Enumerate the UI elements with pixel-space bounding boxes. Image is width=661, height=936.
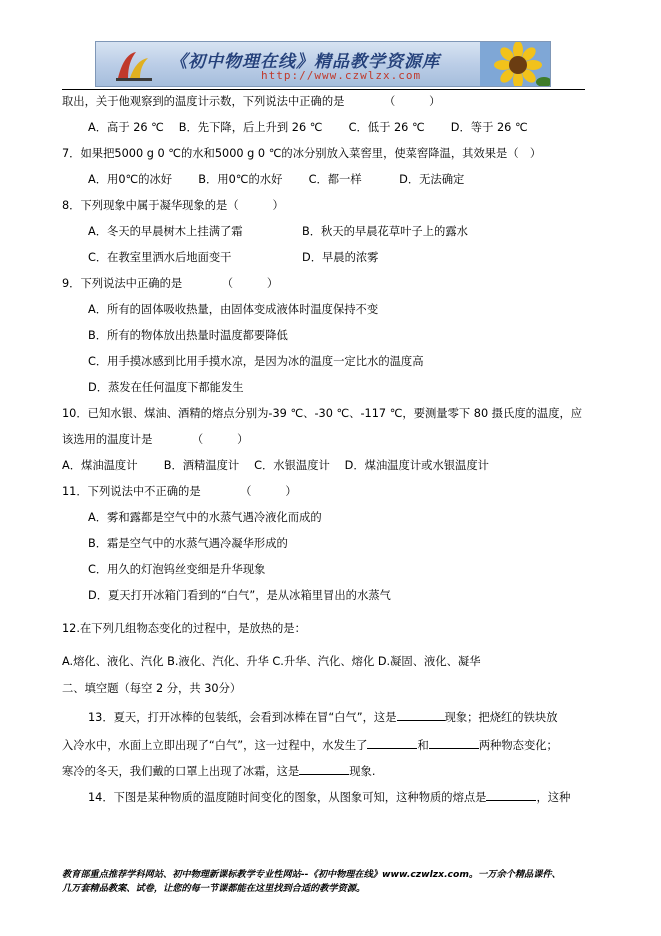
question-8-option-b: B．秋天的早晨花草叶子上的露水: [302, 225, 468, 238]
answer-blank[interactable]: [486, 789, 536, 801]
question-11-option-a: A．雾和露都是空气中的水蒸气遇冷液化而成的: [88, 511, 322, 524]
header-rule: [62, 89, 585, 90]
answer-blank[interactable]: [429, 737, 479, 749]
question-10-stem-cont: 该选用的温度计是 （ ）: [62, 433, 249, 446]
answer-blank[interactable]: [367, 737, 417, 749]
question-14-line-1: [88, 789, 570, 805]
question-9-option-b: B．所有的物体放出热量时温度都要降低: [88, 329, 288, 342]
question-13-line-1: [88, 709, 558, 725]
question-12-stem: 12.在下列几组物态变化的过程中，是放热的是：: [62, 622, 306, 635]
footer-line-2: 几万套精品教案、试卷，让您的每一节课都能在这里找到合适的教学资源。: [62, 883, 366, 894]
footer-line-1: 教育部重点推荐学科网站、初中物理新课标教学专业性网站--《初中物理在线》www.czwlzx.com。一万余个精品课件、: [62, 869, 561, 880]
question-13-line-3: [62, 763, 375, 779]
sunflower-icon: [480, 42, 550, 87]
question-8-option-c: C．在教室里洒水后地面变干: [88, 251, 232, 264]
question-11-option-b: B．霜是空气中的水蒸气遇冷凝华形成的: [88, 537, 288, 550]
question-11-option-c: C．用久的灯泡钨丝变细是升华现象: [88, 563, 266, 576]
question-9-option-c: C．用手摸冰感到比用手摸水凉，是因为冰的温度一定比水的温度高: [88, 355, 424, 368]
question-9-option-d: D．蒸发在任何温度下都能发生: [88, 381, 244, 394]
question-9-stem: 9．下列说法中正确的是 （ ）: [62, 277, 279, 290]
question-7-options: A．用0℃的冰好 B．用0℃的水好 C．都一样 D．无法确定: [88, 173, 465, 186]
site-logo-icon: [114, 48, 154, 84]
question-11-option-d: D．夏天打开冰箱门看到的“白气”，是从冰箱里冒出的水蒸气: [88, 589, 391, 602]
question-12-options: A.熔化、液化、汽化 B.液化、汽化、升华 C.升华、汽化、熔化 D.凝固、液化、凝华: [62, 655, 481, 668]
question-14-text-2: ，这种: [536, 791, 571, 804]
question-9-option-a: A．所有的固体吸收热量，由固体变成液体时温度保持不变: [88, 303, 379, 316]
banner-url[interactable]: http://www.czwlzx.com: [261, 69, 422, 82]
question-13-text-4: 和: [417, 739, 429, 752]
section-heading-fill-in: 二、填空题（每空 2 分，共 30分）: [62, 682, 242, 695]
question-13-text-1: 13．夏天，打开冰棒的包装纸，会看到冰棒在冒“白气”，这是: [88, 711, 397, 724]
question-10-stem: 10．已知水银、煤油、酒精的熔点分别为-39 ℃、-30 ℃、-117 ℃，要测量零下 80 摄氏度的温度，应: [62, 407, 583, 420]
question-8-option-d: D．早晨的浓雾: [302, 251, 379, 264]
question-13-text-2: 现象；把烧红的铁块放: [444, 711, 558, 724]
question-13-text-7: 现象.: [349, 765, 376, 778]
question-13-line-2: [62, 737, 558, 753]
question-7-stem: 7．如果把5000 g 0 ℃的水和5000 g 0 ℃的冰分别放入菜窖里，使菜窖降温，其效果是（ ）: [62, 147, 542, 160]
question-11-stem: 11．下列说法中不正确的是 （ ）: [62, 485, 297, 498]
question-6-options: A．高于 26 ℃ B．先下降，后上升到 26 ℃ C．低于 26 ℃ D．等于 26 ℃: [88, 121, 528, 134]
question-8-stem: 8．下列现象中属于凝华现象的是（ ）: [62, 199, 284, 212]
header-banner: [95, 41, 551, 87]
question-13-text-3: 入冷水中，水面上立即出现了“白气”，这一过程中，水发生了: [62, 739, 368, 752]
answer-blank[interactable]: [397, 709, 445, 721]
question-13-text-6: 寒冷的冬天，我们戴的口罩上出现了冰霜，这是: [62, 765, 300, 778]
banner-title: 《初中物理在线》精品教学资源库: [170, 52, 440, 72]
question-14-text-1: 14．下图是某种物质的温度随时间变化的图象，从图象可知，这种物质的熔点是: [88, 791, 487, 804]
question-13-text-5: 两种物态变化；: [478, 739, 558, 752]
question-8-option-a: A．冬天的早晨树木上挂满了霜: [88, 225, 243, 238]
question-10-options: A．煤油温度计 B．酒精温度计 C．水银温度计 D．煤油温度计或水银温度计: [62, 459, 489, 472]
answer-blank[interactable]: [299, 763, 349, 775]
question-6-stem-cont: 取出，关于他观察到的温度计示数，下列说法中正确的是 （ ）: [62, 95, 441, 108]
